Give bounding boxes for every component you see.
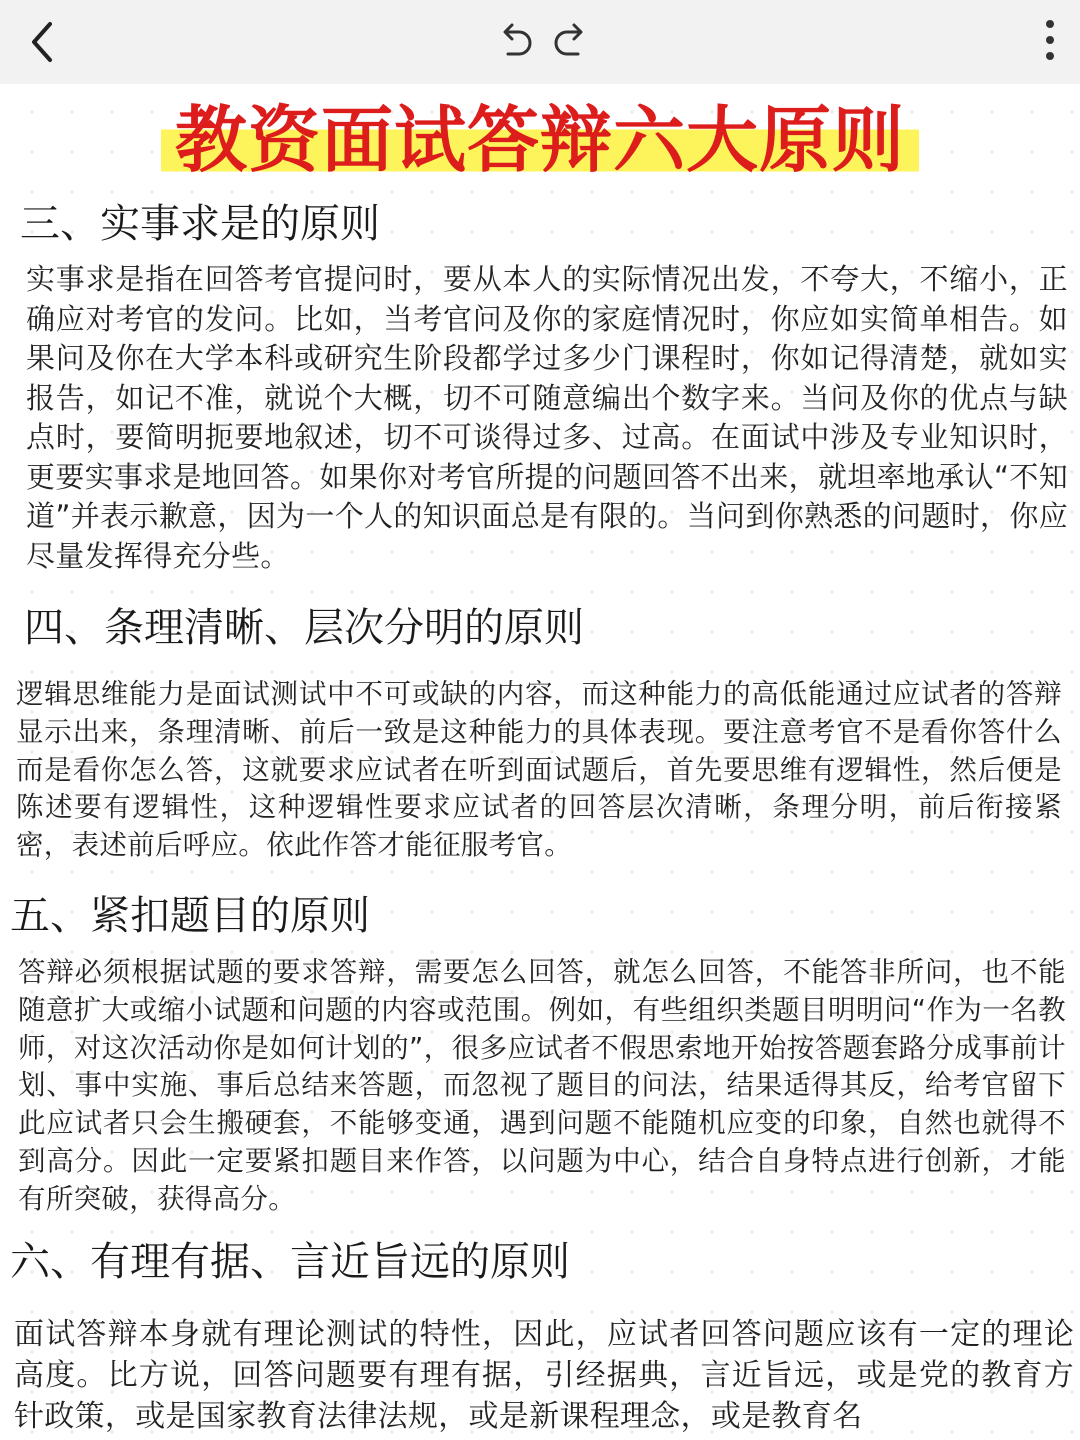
- section-heading-6: 六、有理有据、言近旨远的原则: [10, 1239, 570, 1285]
- section-body-3: 实事求是指在回答考官提问时，要从本人的实际情况出发，不夸大，不缩小，正确应对考官的发问。比如，当考官问及你的家庭情况时，你应如实简单相告。如果问及你在大学本科或研究生阶段都学过多少门课程时，你如记得清楚，就如实报告，如记不准，就说个大概，切不可随意编出个数字来。当问及你的优点与缺点时，要简明扼要地叙述，切不可谈得过多、过高。在面试中涉及专业知识时，更要实事求是地回答。如果你对考官所提的问题回答不出来，就坦率地承认“不知道”并表示歉意，因为一个人的知识面总是有限的。当问到你熟悉的问题时，你应尽量发挥得充分些。: [26, 262, 1068, 573]
- redo-icon: [548, 18, 594, 64]
- note-page: [0, 84, 1080, 1440]
- page-title: 教资面试答辩六大原则: [161, 96, 919, 184]
- title-container: [0, 96, 1080, 184]
- section-heading-4: 四、条理清晰、层次分明的原则: [24, 605, 584, 651]
- section-body-6: 面试答辩本身就有理论测试的特性，因此，应试者回答问题应该有一定的理论高度。比方说，回答问题要有理有据，引经据典，言近旨远，或是党的教育方针政策，或是国家教育法律法规，或是新课程理念，或是教育名: [14, 1317, 1074, 1434]
- section-heading-5: 五、紧扣题目的原则: [10, 893, 370, 939]
- redo-button[interactable]: [548, 18, 594, 64]
- section-heading-3: 三、实事求是的原则: [20, 201, 380, 247]
- more-options-button[interactable]: [1030, 14, 1070, 70]
- top-toolbar: [0, 0, 1080, 84]
- more-vertical-icon: [1030, 14, 1070, 70]
- undo-button[interactable]: [492, 18, 538, 64]
- back-button[interactable]: [22, 16, 66, 68]
- section-body-4: 逻辑思维能力是面试测试中不可或缺的内容，而这种能力的高低能通过应试者的答辩显示出来，条理清晰、前后一致是这种能力的具体表现。要注意考官不是看你答什么而是看你怎么答，这就要求应试者在听到面试题后，首先要思维有逻辑性，然后便是陈述要有逻辑性，这种逻辑性要求应试者的回答层次清晰，条理分明，前后衔接紧密，表述前后呼应。依此作答才能征服考官。: [16, 678, 1062, 862]
- chevron-left-icon: [22, 16, 66, 68]
- undo-icon: [492, 18, 538, 64]
- section-body-5: 答辩必须根据试题的要求答辩，需要怎么回答，就怎么回答，不能答非所问，也不能随意扩大或缩小试题和问题的内容或范围。例如，有些组织类题目明明问“作为一名教师，对这次活动你是如何计划的”，很多应试者不假思索地开始按答题套路分成事前计划、事中实施、事后总结来答题，而忽视了题目的问法，结果适得其反，给考官留下此应试者只会生搬硬套，不能够变通，遇到问题不能随机应变的印象，自然也就得不到高分。因此一定要紧扣题目来作答，以问题为中心，结合自身特点进行创新，才能有所突破，获得高分。: [18, 956, 1066, 1215]
